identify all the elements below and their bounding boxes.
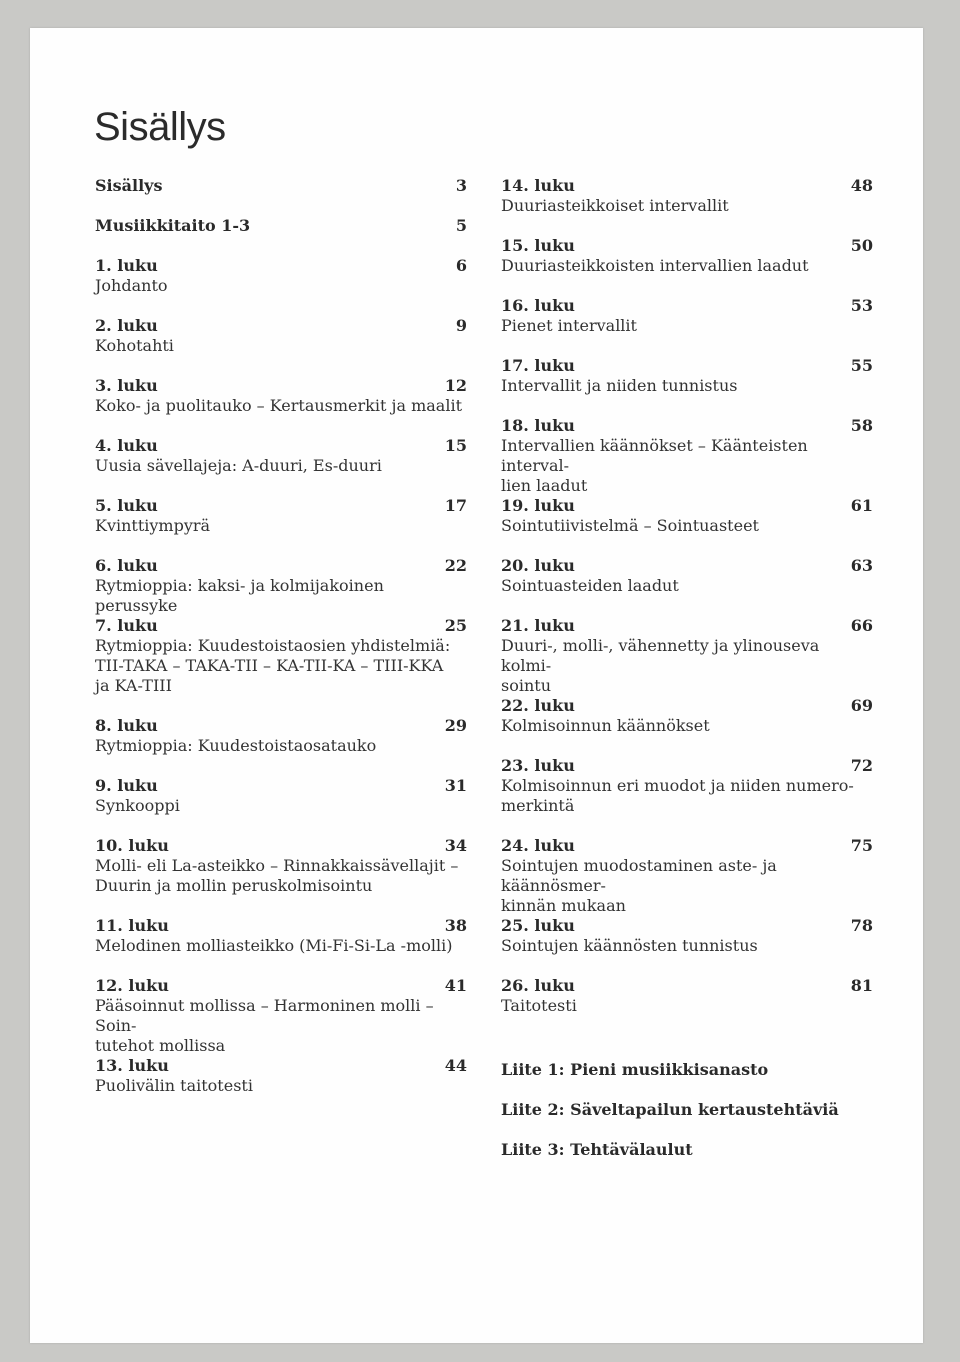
chapter-title: Pienet intervallit	[501, 316, 637, 335]
toc-entry-row	[501, 236, 873, 256]
page-number: 6	[455, 256, 467, 275]
chapter-title: Sointujen muodostaminen aste- ja käännösmer- kinnän mukaan	[501, 856, 777, 915]
page-number: 72	[850, 756, 873, 775]
toc-entry[interactable]	[95, 616, 467, 696]
chapter-title: Duuriasteikkoisten intervallien laadut	[501, 256, 809, 275]
toc-entry[interactable]	[95, 216, 467, 236]
appendix-entry[interactable]: Liite 3: Tehtävälaulut	[501, 1140, 693, 1159]
chapter-label: 2. luku	[95, 316, 158, 335]
toc-entry[interactable]	[95, 776, 467, 816]
toc-entry[interactable]	[501, 696, 873, 736]
chapter-title: Intervallit ja niiden tunnistus	[501, 376, 738, 395]
chapter-label: 26. luku	[501, 976, 575, 995]
chapter-title: Rytmioppia: kaksi- ja kolmijakoinen perussyke	[95, 576, 384, 615]
toc-entry[interactable]	[501, 296, 873, 336]
toc-entry[interactable]	[501, 356, 873, 396]
toc-entry-row	[501, 916, 873, 936]
chapter-label: 6. luku	[95, 556, 158, 575]
chapter-label: 19. luku	[501, 496, 575, 515]
page-number: 44	[444, 1056, 467, 1075]
page-number: 50	[850, 236, 873, 255]
page-number: 9	[455, 316, 467, 335]
chapter-title: Rytmioppia: Kuudestoistaosien yhdistelmiä: TII-TAKA – TAKA-TII – KA-TII-KA – TIII-KKA ja KA-TIII	[95, 636, 451, 695]
toc-entry-row	[95, 316, 467, 336]
toc-entry-row	[501, 836, 873, 856]
toc-entry[interactable]	[95, 836, 467, 896]
toc-entry[interactable]	[95, 376, 467, 416]
toc-entry-row	[95, 836, 467, 856]
toc-entry[interactable]	[501, 416, 873, 496]
toc-entry[interactable]	[501, 176, 873, 216]
toc-entry-row	[501, 696, 873, 716]
page-number: 69	[850, 696, 873, 715]
toc-entry[interactable]	[501, 616, 873, 696]
chapter-title: Sointujen käännösten tunnistus	[501, 936, 758, 955]
page-number: 22	[444, 556, 467, 575]
chapter-label: 8. luku	[95, 716, 158, 735]
toc-entry-row	[501, 616, 873, 636]
page-number: 63	[850, 556, 873, 575]
chapter-title: Uusia sävellajeja: A-duuri, Es-duuri	[95, 456, 382, 475]
page-number: 55	[850, 356, 873, 375]
toc-entry[interactable]	[95, 1056, 467, 1096]
chapter-title: Melodinen molliasteikko (Mi-Fi-Si-La -molli)	[95, 936, 453, 955]
toc-entry[interactable]	[501, 836, 873, 916]
toc-entry[interactable]	[95, 976, 467, 1056]
page-title: Sisällys	[94, 105, 226, 149]
toc-entry-row	[501, 976, 873, 996]
chapter-label: 13. luku	[95, 1056, 169, 1075]
chapter-label: 11. luku	[95, 916, 169, 935]
toc-entry-row	[501, 416, 873, 436]
page-number: 25	[444, 616, 467, 635]
page-number: 41	[444, 976, 467, 995]
toc-entry-row	[501, 296, 873, 316]
chapter-label: 10. luku	[95, 836, 169, 855]
page-number: 29	[444, 716, 467, 735]
chapter-label: 9. luku	[95, 776, 158, 795]
chapter-title: Kolmisoinnun eri muodot ja niiden numero- merkintä	[501, 776, 854, 815]
chapter-title: Puolivälin taitotesti	[95, 1076, 253, 1095]
toc-entry-row	[501, 756, 873, 776]
toc-entry-row	[95, 216, 467, 236]
toc-entry-row	[95, 256, 467, 276]
chapter-label: 7. luku	[95, 616, 158, 635]
page-number: 81	[850, 976, 873, 995]
chapter-title: Johdanto	[95, 276, 168, 295]
toc-entry[interactable]	[501, 236, 873, 276]
toc-entry-row	[501, 356, 873, 376]
chapter-label: 5. luku	[95, 496, 158, 515]
chapter-title: Duuriasteikkoiset intervallit	[501, 196, 729, 215]
toc-entry[interactable]	[501, 556, 873, 596]
page-number: 78	[850, 916, 873, 935]
page-number: 75	[850, 836, 873, 855]
toc-entry[interactable]	[95, 256, 467, 296]
chapter-label: 16. luku	[501, 296, 575, 315]
chapter-title: Sointutiivistelmä – Sointuasteet	[501, 516, 759, 535]
page-number: 17	[444, 496, 467, 515]
chapter-title: Kohotahti	[95, 336, 174, 355]
toc-entry-row	[95, 496, 467, 516]
page-number: 48	[850, 176, 873, 195]
toc-entry[interactable]	[501, 496, 873, 536]
page-number: 15	[444, 436, 467, 455]
toc-entry[interactable]	[501, 916, 873, 956]
toc-entry-row	[95, 1056, 467, 1076]
chapter-title: Molli- eli La-asteikko – Rinnakkaissävellajit – Duurin ja mollin peruskolmisointu	[95, 856, 459, 895]
page-number: 58	[850, 416, 873, 435]
toc-entry[interactable]	[501, 756, 873, 816]
chapter-label: Musiikkitaito 1-3	[95, 216, 251, 235]
chapter-title: Kvinttiympyrä	[95, 516, 211, 535]
page-number: 38	[444, 916, 467, 935]
toc-entry-row	[95, 916, 467, 936]
chapter-title: Kolmisoinnun käännökset	[501, 716, 710, 735]
page-number: 5	[455, 216, 467, 235]
page-number: 3	[455, 176, 467, 195]
chapter-label: 15. luku	[501, 236, 575, 255]
toc-entry[interactable]	[95, 916, 467, 956]
toc-entry-row	[95, 776, 467, 796]
toc-entry-row	[501, 496, 873, 516]
toc-entry-row	[501, 176, 873, 196]
appendix-entry[interactable]: Liite 1: Pieni musiikkisanasto	[501, 1060, 769, 1079]
chapter-label: 21. luku	[501, 616, 575, 635]
toc-entry[interactable]	[95, 496, 467, 536]
chapter-label: 25. luku	[501, 916, 575, 935]
chapter-title: Duuri-, molli-, vähennetty ja ylinouseva kolmi- sointu	[501, 636, 820, 695]
page-number: 31	[444, 776, 467, 795]
chapter-label: 24. luku	[501, 836, 575, 855]
chapter-title: Intervallien käännökset – Käänteisten interval- lien laadut	[501, 436, 808, 495]
chapter-label: 1. luku	[95, 256, 158, 275]
toc-entry[interactable]	[95, 716, 467, 756]
toc-entry[interactable]	[501, 976, 873, 1016]
chapter-label: Sisällys	[95, 176, 163, 195]
toc-entry[interactable]	[95, 556, 467, 616]
page-number: 12	[444, 376, 467, 395]
chapter-label: 3. luku	[95, 376, 158, 395]
page-number: 53	[850, 296, 873, 315]
appendix-entry[interactable]: Liite 2: Säveltapailun kertaustehtäviä	[501, 1100, 839, 1119]
chapter-label: 17. luku	[501, 356, 575, 375]
toc-entry-row	[95, 436, 467, 456]
toc-entry[interactable]	[95, 176, 467, 196]
chapter-title: Pääsoinnut mollissa – Harmoninen molli – Soin- tutehot mollissa	[95, 996, 434, 1055]
chapter-title: Taitotesti	[501, 996, 577, 1015]
chapter-label: 14. luku	[501, 176, 575, 195]
toc-entry-row	[95, 556, 467, 576]
toc-entry-row	[95, 376, 467, 396]
toc-entry-row	[95, 616, 467, 636]
toc-entry[interactable]	[95, 436, 467, 476]
toc-entry-row	[95, 716, 467, 736]
toc-entry-row	[95, 976, 467, 996]
chapter-title: Koko- ja puolitauko – Kertausmerkit ja maalit	[95, 396, 462, 415]
chapter-label: 22. luku	[501, 696, 575, 715]
chapter-label: 4. luku	[95, 436, 158, 455]
chapter-title: Rytmioppia: Kuudestoistaosatauko	[95, 736, 377, 755]
chapter-title: Sointuasteiden laadut	[501, 576, 679, 595]
page-number: 61	[850, 496, 873, 515]
toc-entry-row	[501, 556, 873, 576]
chapter-title: Synkooppi	[95, 796, 180, 815]
page-number: 66	[850, 616, 873, 635]
chapter-label: 23. luku	[501, 756, 575, 775]
page-number: 34	[444, 836, 467, 855]
toc-entry[interactable]	[95, 316, 467, 356]
chapter-label: 20. luku	[501, 556, 575, 575]
toc-entry-row	[95, 176, 467, 196]
chapter-label: 18. luku	[501, 416, 575, 435]
chapter-label: 12. luku	[95, 976, 169, 995]
